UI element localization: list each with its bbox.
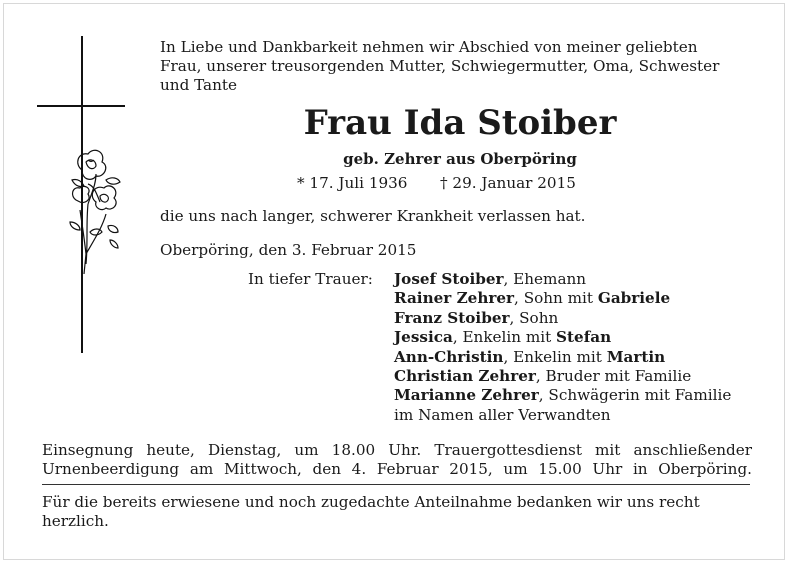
mourner-item — [394, 328, 731, 347]
mourner-list — [394, 270, 731, 425]
mourner-name: Josef Stoiber — [394, 270, 504, 288]
divider — [42, 484, 750, 485]
mourner-item — [394, 348, 731, 367]
mourning-label: In tiefer Trauer: — [248, 270, 373, 288]
mourner-relation: , Schwägerin mit Familie — [538, 386, 732, 405]
service-info — [42, 441, 752, 480]
mourner-relation: , Sohn mit — [514, 289, 598, 308]
mourner-name: Rainer Zehrer — [394, 289, 515, 308]
mourner-item — [394, 386, 731, 405]
thanks-text — [42, 493, 752, 532]
mourner-item — [394, 270, 731, 289]
mourner-name: Ann-Christin — [394, 347, 504, 366]
birth-name: geb. Zehrer aus Oberpöring — [343, 150, 577, 168]
intro-text — [160, 38, 760, 95]
thanks-line: Für die bereits erwiesene und noch zugedachte Anteilnahme bedanken wir uns recht — [42, 493, 700, 511]
intro-line: In Liebe und Dankbarkeit nehmen wir Abschied von meiner geliebten — [160, 38, 698, 56]
death-date: † 29. Januar 2015 — [440, 174, 576, 192]
cross-bar — [37, 105, 125, 107]
mourner-name: Franz Stoiber — [394, 308, 510, 327]
mourner-relation: , Sohn — [509, 308, 559, 327]
mourner-name: Christian Zehrer — [394, 367, 536, 386]
mourner-name: Marianne Zehrer — [394, 386, 539, 405]
birth-date: * 17. Juli 1936 — [297, 174, 408, 192]
place-date: Oberpöring, den 3. Februar 2015 — [160, 241, 417, 259]
mourner-partner: Gabriele — [597, 289, 671, 308]
mourner-relation: , Bruder mit Familie — [535, 367, 692, 386]
mourner-name: Jessica — [394, 328, 453, 347]
mourner-item — [394, 367, 731, 386]
mourner-relation: , Enkelin mit — [503, 347, 607, 366]
intro-line: und Tante — [160, 76, 237, 94]
mourner-relation: , Enkelin mit — [452, 328, 557, 347]
mourner-item — [394, 406, 731, 425]
service-line: Einsegnung heute, Dienstag, um 18.00 Uhr. Trauergottesdienst mit anschließender — [42, 441, 752, 459]
mourner-partner: Martin — [606, 347, 666, 366]
thanks-line: herzlich. — [42, 512, 109, 531]
mourner-item — [394, 309, 731, 328]
mourner-partner: Stefan — [556, 328, 612, 347]
service-line: Urnenbeerdigung am Mittwoch, den 4. Februar 2015, um 15.00 Uhr in Oberpöring. — [42, 460, 752, 479]
roses-icon — [66, 140, 126, 280]
intro-line: Frau, unserer treusorgenden Mutter, Schwiegermutter, Oma, Schwester — [160, 57, 720, 75]
mourner-relation: , Ehemann — [503, 270, 587, 288]
deceased-name: Frau Ida Stoiber — [303, 103, 617, 143]
mourner-item — [394, 289, 731, 308]
mourner-relation: im Namen aller Verwandten — [394, 405, 611, 424]
illness-line: die uns nach langer, schwerer Krankheit verlassen hat. — [160, 207, 586, 225]
